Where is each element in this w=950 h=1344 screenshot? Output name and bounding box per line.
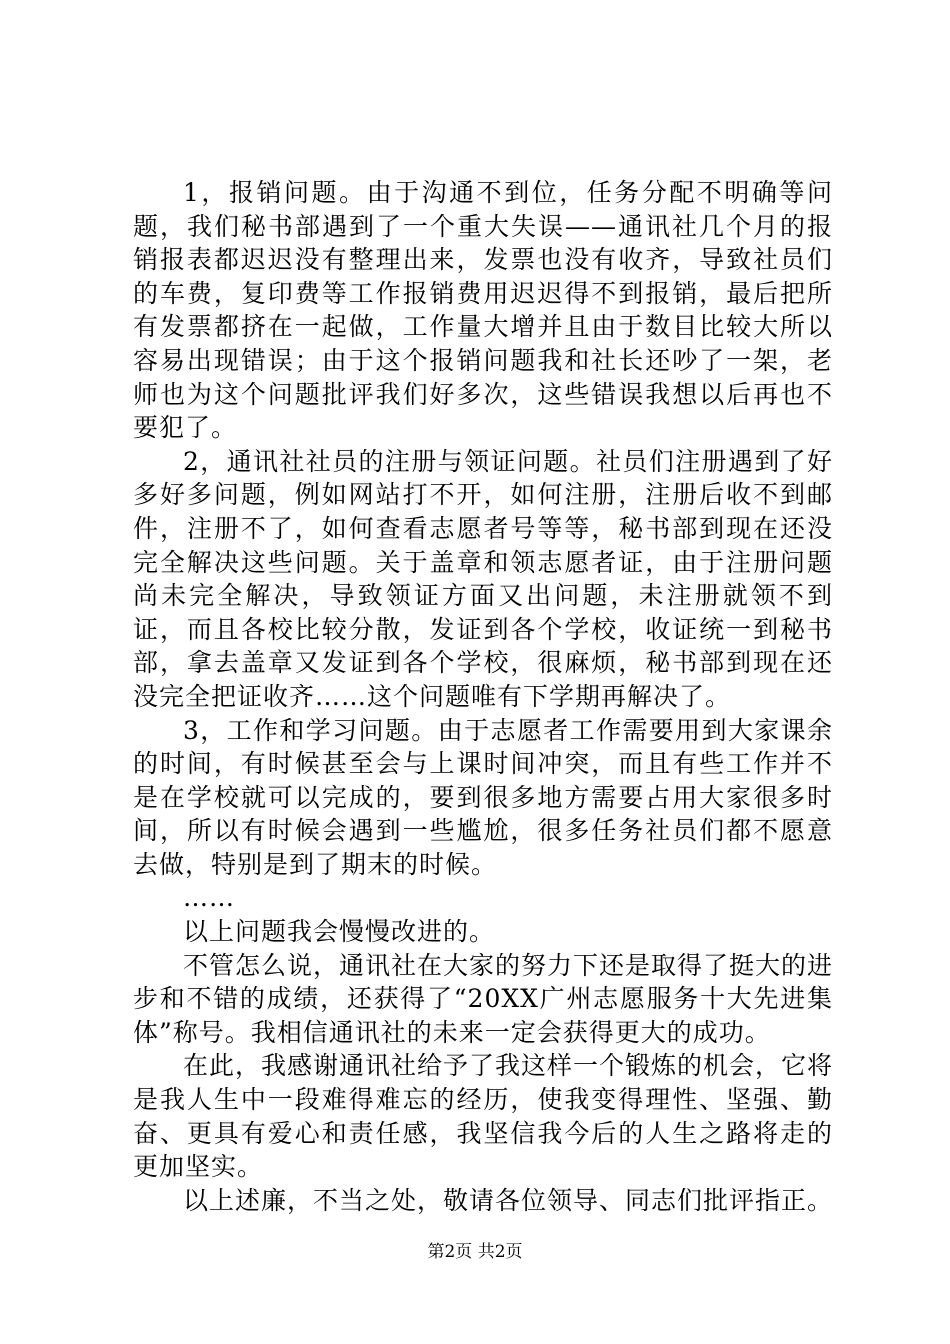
paragraph-achievement: 不管怎么说，通讯社在大家的努力下还是取得了挺大的进步和不错的成绩，还获得了“20XX广州志愿服务十大先进集体”称号。我相信通讯社的未来一定会获得更大的成功。 bbox=[133, 950, 834, 1047]
paragraph-registration: 2，通讯社社员的注册与领证问题。社员们注册遇到了好多好多问题，例如网站打不开，如何注册，注册后收不到邮件，注册不了，如何查看志愿者号等等，秘书部到现在还没完全解决这些问题。关于盖章和领志愿者证，由于注册问题尚未完全解决，导致领证方面又出问题，未注册就领不到证，而且各校比较分散，发证到各个学校，收证统一到秘书部，拿去盖章又发证到各个学校，很麻烦，秘书部到现在还没完全把证收齐……这个问题唯有下学期再解决了。 bbox=[133, 446, 833, 711]
paragraph-ellipsis: …… bbox=[183, 883, 235, 913]
paragraph-closing: 以上述廉，不当之处，敬请各位领导、同志们批评指正。 bbox=[183, 1185, 834, 1215]
paragraph-thanks: 在此，我感谢通讯社给予了我这样一个锻炼的机会，它将是我人生中一段难得难忘的经历，使我变得理性、坚强、勤奋、更具有爱心和责任感，我坚信我今后的人生之路将走的更加坚实。 bbox=[133, 1051, 834, 1182]
paragraph-work-study: 3，工作和学习问题。由于志愿者工作需要用到大家课余的时间，有时候甚至会与上课时间冲突，而且有些工作并不是在学校就可以完成的，要到很多地方需要占用大家很多时间，所以有时候会遇到一些尴尬，很多任务社员们都不愿意去做，特别是到了期末的时候。 bbox=[133, 715, 833, 879]
page-number-footer: 第2页 共2页 bbox=[427, 1242, 523, 1262]
paragraph-reimbursement: 1，报销问题。由于沟通不到位，任务分配不明确等问题，我们秘书部遇到了一个重大失误——通讯社几个月的报销报表都迟迟没有整理出来，发票也没有收齐，导致社员们的车费，复印费等工作报销费用迟迟得不到报销，最后把所有发票都挤在一起做，工作量大增并且由于数目比较大所以容易出现错误；由于这个报销问题我和社长还吵了一架，老师也为这个问题批评我们好多次，这些错误我想以后再也不要犯了。 bbox=[133, 178, 833, 443]
paragraph-improve: 以上问题我会慢慢改进的。 bbox=[183, 917, 496, 947]
document-body bbox=[133, 176, 833, 1217]
